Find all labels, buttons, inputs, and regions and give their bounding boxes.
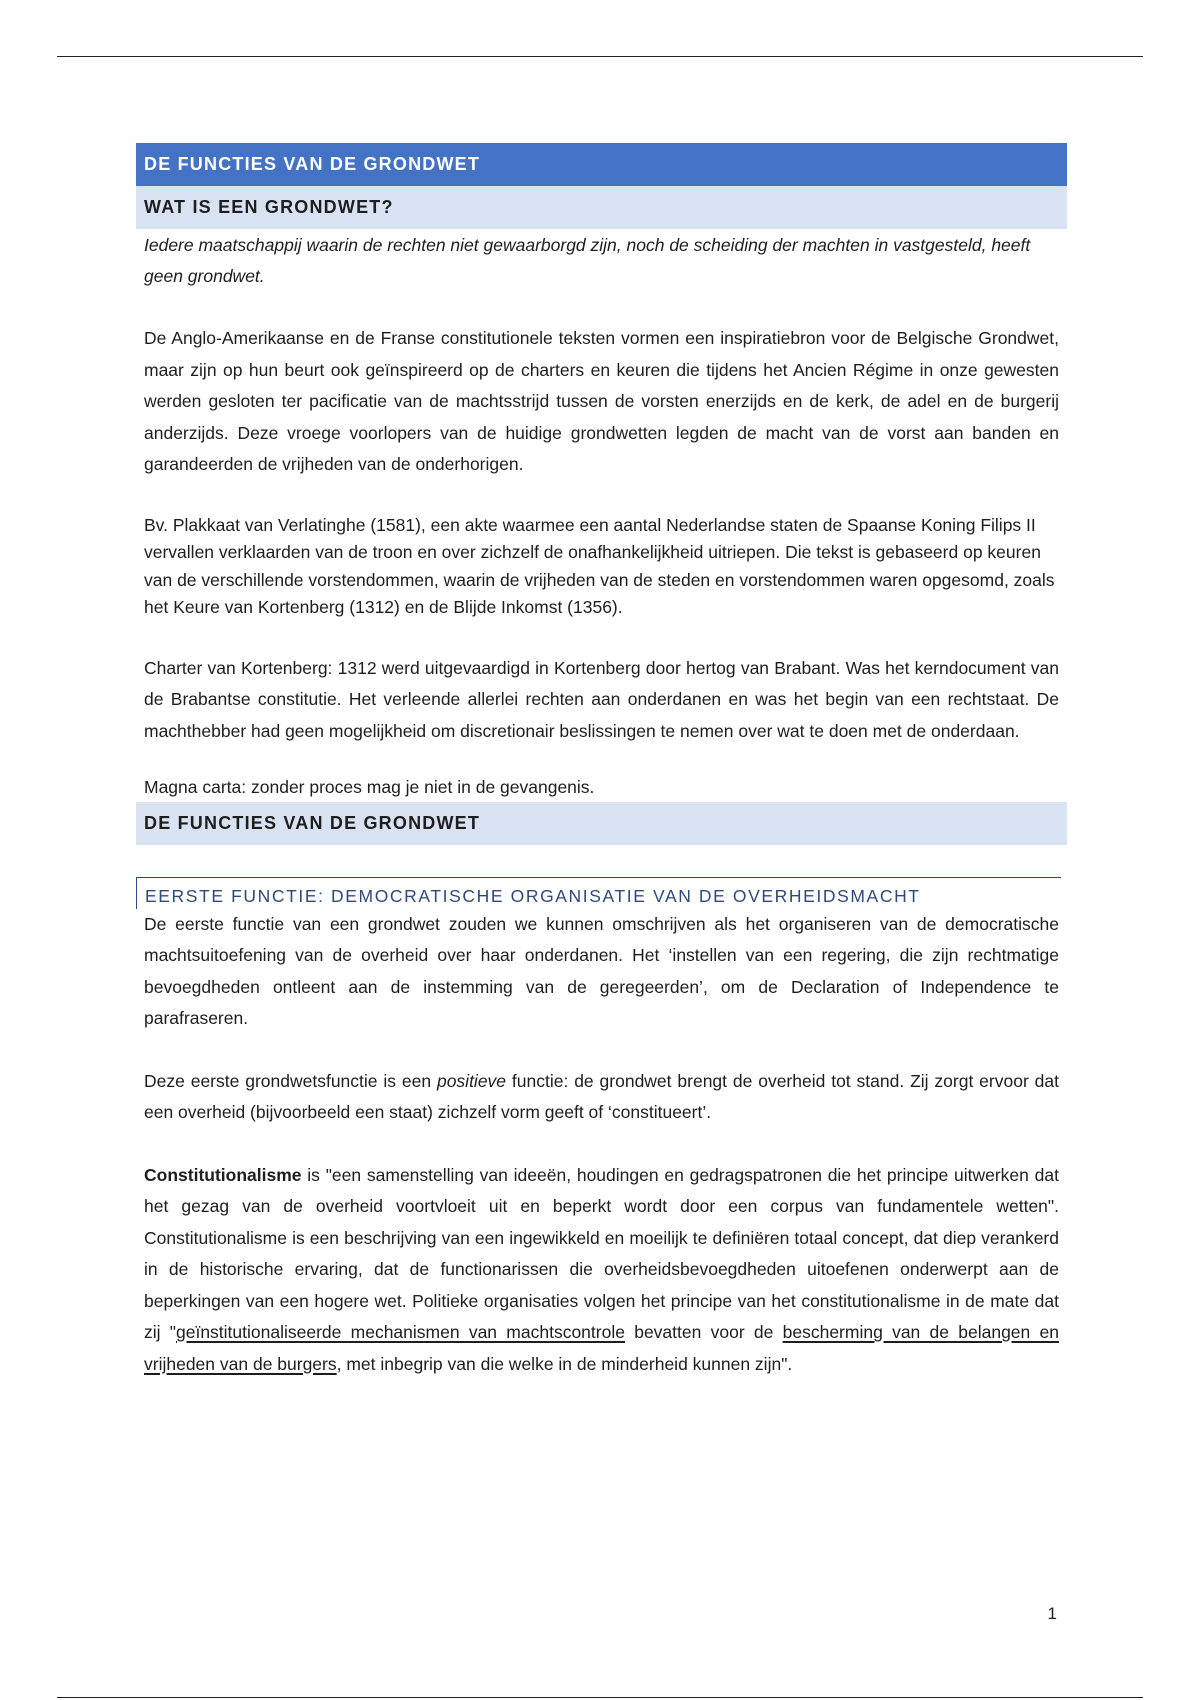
section-first-function: [136, 909, 1067, 1381]
page-number: 1: [1047, 1604, 1057, 1623]
document-body: [136, 143, 1067, 1380]
paragraph-positive: [144, 1066, 1059, 1129]
paragraph-plakkaat: Bv. Plakkaat van Verlatinghe (1581), een akte waarmee een aantal Nederlandse staten de Spaanse Koning Filips II vervallen verklaarden van de troon en over zichzelf de onafhankelijkheid uitriepen. Die tekst is gebaseerd op keuren van de verschillende vorstendommen, waarin de vrijheden van de steden en vorstendommen waren opgesomd, zoals het Keure van Kortenberg (1312) en de Blijde Inkomst (1356).: [144, 514, 1055, 617]
heading-what-is: WAT IS EEN GRONDWET?: [136, 186, 1067, 229]
constitutionalism-text-2: bevatten voor de: [624, 1322, 783, 1342]
positive-before: Deze eerste grondwetsfunctie is een: [144, 1070, 437, 1091]
header-rule: [57, 56, 1143, 57]
positive-emphasis: positieve: [436, 1070, 507, 1091]
paragraph-constitutionalism: [144, 1160, 1059, 1381]
heading-main: DE FUNCTIES VAN DE GRONDWET: [136, 143, 1067, 186]
intro-quote: Iedere maatschappij waarin de rechten niet gewaarborgd zijn, noch de scheiding der machten in vastgesteld, heeft geen grondwet.: [144, 235, 1031, 286]
section-what-is: [136, 230, 1067, 802]
underlined-mechanisms: geïnstitutionaliseerde mechanismen van machtscontrole: [176, 1322, 625, 1342]
positive-after: functie: de grondwet brengt de overheid tot stand. Zij zorgt ervoor dat een overheid (bijvoorbeeld een staat) zichzelf vorm geeft of ‘constitueert’.: [144, 1070, 1059, 1122]
paragraph-first: De eerste functie van een grondwet zouden we kunnen omschrijven als het organiseren van de democratische machtsuitoefening van de overheid over haar onderdanen. Het ‘instellen van een regering, die zijn rechtmatige bevoegdheden ontleent aan de instemming van de geregeerden’, om de Declaration of Independence te parafraseren.: [144, 913, 1059, 1028]
underlined-protection: bescherming van de belangen en vrijheden van de burgers: [144, 1322, 1059, 1374]
paragraph-anglo: De Anglo-Amerikaanse en de Franse constitutionele teksten vormen een inspiratiebron voor de Belgische Grondwet, maar zijn op hun beurt ook geïnspireerd op de charters en keuren die tijdens het Ancien Régime in onze gewesten werden gesloten ter pacificatie van de machtsstrijd tussen de vorsten enerzijds en de kerk, de adel en de burgerij anderzijds. Deze vroege voorlopers van de huidige grondwetten legden de macht van de vorst aan banden en garandeerden de vrijheden van de onderhorigen.: [144, 328, 1059, 474]
paragraph-charter: Charter van Kortenberg: 1312 werd uitgevaardigd in Kortenberg door hertog van Brabant. Was het kerndocument van de Brabantse constitutie. Het verleende allerlei rechten aan onderdanen en was het begin van een rechtstaat. De machthebber had geen mogelijkheid om discretionair beslissingen te nemen over wat te doen met de onderdaan.: [144, 657, 1059, 741]
heading-first-function: EERSTE FUNCTIE: DEMOCRATISCHE ORGANISATIE VAN DE OVERHEIDSMACHT: [136, 877, 1061, 909]
constitutionalism-text-1: is "een samenstelling van ideeën, houdingen en gedragspatronen die het principe uitwerken dat het gezag van de overheid voortvloeit uit en beperkt wordt door een corpus van fundamentele wetten". Constitutionalisme is een beschrijving van een ingewikkeld en moeilijk te definiëren totaal concept, dat diep verankerd in de historische ervaring, dat de functionarissen die overheidsbevoegdheden uitoefenen onderwerpt aan de beperkingen van een hogere wet. Politieke organisaties volgen het principe van het constitutionalisme in de mate dat zij ": [144, 1164, 1059, 1342]
heading-functions: DE FUNCTIES VAN DE GRONDWET: [136, 802, 1067, 845]
footer-rule: [57, 1697, 1143, 1698]
constitutionalism-text-3: , met inbegrip van die welke in de minderheid kunnen zijn".: [336, 1353, 793, 1374]
constitutionalism-term: Constitutionalisme: [144, 1164, 302, 1185]
paragraph-magna: Magna carta: zonder proces mag je niet in de gevangenis.: [144, 777, 595, 797]
